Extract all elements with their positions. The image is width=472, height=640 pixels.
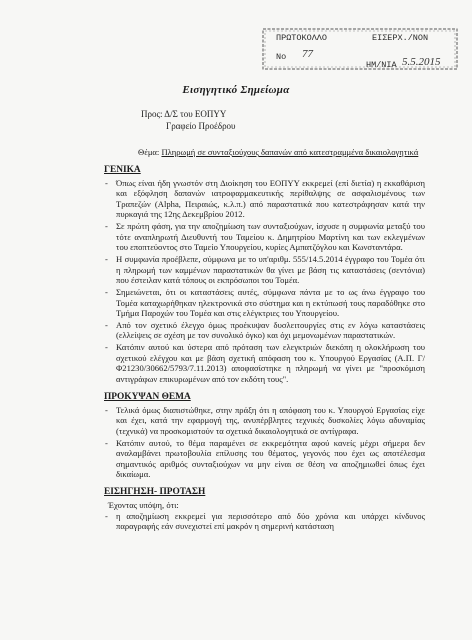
- list-item: - Τελικά όμως διαπιστώθηκε, στην πράξη ότι η απόφαση του κ. Υπουργού Εργασίας είχε και έχει, κατά την εφαρμογή της, ανυπέρβλητες τεχνικές δυσκολίες λόγω αδυναμίας (τεχνικά) να προσκομιστούν τα σχετικά δικαιολογητικά σε αντίγραφα.: [103, 405, 425, 436]
- list-item: - Όπως είναι ήδη γνωστόν στη Διοίκηση του ΕΟΠΥΥ εκκρεμεί (επί διετία) η εκκαθάριση και εξόφληση δαπανών ιατροφαρμακευτικής περίθαλψης σε ασφαλισμένους των Τραπεζών (Alpha, Πειραιώς, κ.λ.π.) από παραστατικά που κατεστράφησαν κατά την πυρκαγιά της 12ης Δεκεμβρίου 2012.: [103, 178, 425, 220]
- list-item: - Η συμφωνία προέβλεπε, σύμφωνα με το υπ'αριθμ. 555/14.5.2014 έγγραφο του Τομέα ότι η πληρωμή των καμμένων παραστατικών θα γίνει με βάση τις καταστάσεις (σεντόνια) που έστειλαν κατά τόπους οι εκπρόσωποι του Τομέα.: [103, 254, 425, 285]
- stamp-incoming-label: ΕΙΣΕΡΧ./ΝΟΝ: [372, 33, 429, 43]
- section-heading-issue: ΠΡΟΚΥΨΑΝ ΘΕΜΑ: [104, 392, 191, 402]
- subject-line: [138, 147, 418, 157]
- list-item: - Κατόπιν αυτού, το θέμα παραμένει σε εκκρεμότητα αφού κανείς μέχρι σήμερα δεν αναλαμβάνει πρωτοβουλία επίλυσης του θέματος, γεγονός που έχει ως αποτέλεσμα σημαντικός αριθμός συνταξιούχων να μην είναι σε θέση να αποζημιωθεί όπως έχει δικαίωμα.: [103, 438, 425, 480]
- general-list: [103, 178, 425, 386]
- stamp-date-label: ΗΜ/ΝΙΑ: [366, 60, 397, 70]
- subject-label: Θέμα:: [138, 147, 160, 157]
- list-item: - Σημειώνεται, ότι οι καταστάσεις αυτές, σύμφωνα πάντα με το ως άνω έγγραφο του Τομέα καταχωρήθηκαν ηλεκτρονικά στο σύστημα και η εκτύπωσή τους παραδόθηκε στο Τμήμα Παροχών του Τομέα και στις ελέγκτριες του Υπουργείου.: [103, 287, 425, 318]
- subject-text: Πληρωμή σε συνταξιούχους δαπανών από κατεστραμμένα δικαιολογητικά: [161, 147, 419, 157]
- issue-list: [103, 405, 425, 481]
- stamp-date-value: 5.5.2015: [402, 56, 441, 68]
- recipient-block: [141, 108, 236, 132]
- list-item: - Κατόπιν αυτού και ύστερα από πρόταση των ελεγκτριών διεκόπη η ολοκλήρωση του σχετικού ελέγχου και με βάση σχετική απόφαση του κ. Υπουργού Εργασίας (Α.Π. Γ/Φ21230/30662/5793/7.11.2013) αποφασίστηκε η πληρωμή να γίνει με "προσκόμιση αντιγράφων επικυρωμένων από τον εκδότη τους".: [103, 342, 425, 384]
- list-item: - η αποζημίωση εκκρεμεί για περισσότερο από δύο χρόνια και υπάρχει κίνδυνος παραγραφής εάν συνεχιστεί επί μακρόν η σημερινή κατάσταση: [103, 511, 425, 532]
- section-heading-proposal: ΕΙΣΗΓΗΣΗ- ΠΡΟΤΑΣΗ: [104, 487, 206, 497]
- stamp-number-label: Νο: [276, 52, 287, 62]
- recipient-line-2: Γραφείο Προέδρου: [166, 121, 236, 132]
- section-heading-general: ΓΕΝΙΚΑ: [104, 165, 141, 175]
- list-item: - Σε πρώτη φάση, για την αποζημίωση των συνταξιούχων, ίσχυσε η συμφωνία μεταξύ του τότε αναπληρωτή Διευθυντή του Ταμείου κ. Δημητρίου Μαρτίνη και των εκλεγμένων του εποπτεύοντος στο Ταμείο Υπουργείου, κυρίες Αμπατζόγλου και Κωνσταντάρα.: [103, 221, 425, 252]
- proposal-list: [103, 511, 425, 533]
- stamp-title: ΠΡΩΤΟΚΟΛΛΟ: [276, 33, 328, 43]
- protocol-stamp: [262, 28, 458, 84]
- stamp-number-value: 77: [302, 48, 313, 60]
- recipient-line-1: Προς: Δ/Σ του ΕΟΠΥΥ: [141, 109, 227, 119]
- document-title: Εισηγητικό Σημείωμα: [182, 84, 290, 96]
- list-item: - Από τον σχετικό έλεγχο όμως προέκυψαν δυσλειτουργίες στις εν λόγω καταστάσεις (ελλείψεις σε σχέση με τον συνολικό όγκο) και όχι μεμονωμένων παραστατικών.: [103, 320, 425, 341]
- proposal-intro: Έχοντας υπόψη, ότι:: [108, 500, 179, 510]
